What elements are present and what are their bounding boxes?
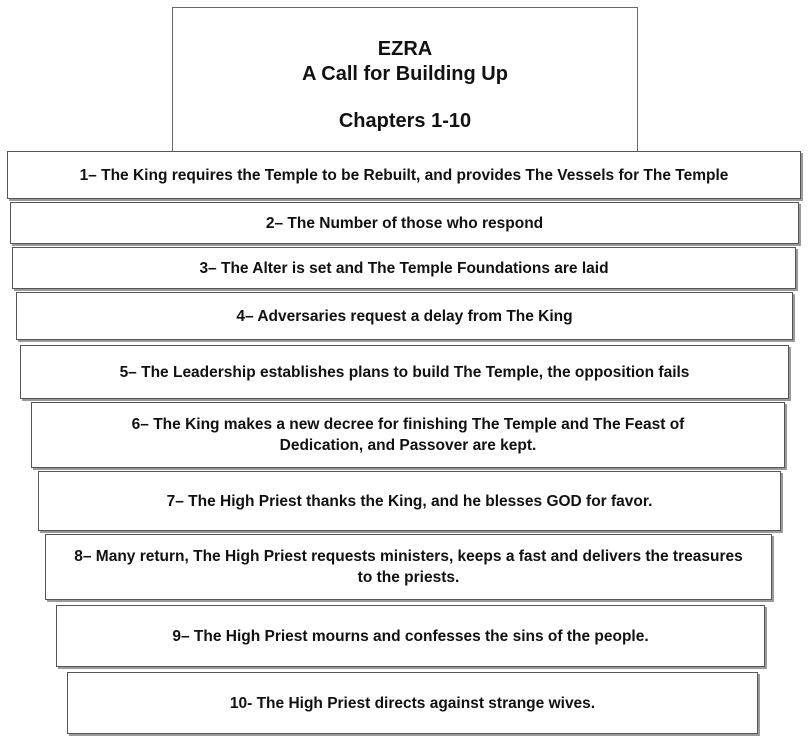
chapter-text: 9– The High Priest mourns and confesses the sins of the people. [172,627,649,645]
chapter-row-2 [10,202,799,244]
book-subtitle: A Call for Building Up [302,63,508,85]
chapter-row-3 [12,247,796,289]
title-box [172,7,638,161]
chapter-row-10 [67,672,758,734]
chapter-text: 4– Adversaries request a delay from The King [236,307,573,325]
chapter-text: 7– The High Priest thanks the King, and he blesses GOD for favor. [166,492,653,510]
chapter-text: 10- The High Priest directs against strange wives. [229,694,596,712]
chapter-row-9 [56,605,765,667]
chapter-row-4 [16,292,793,340]
chapter-text: 2– The Number of those who respond [265,214,544,232]
chapter-text: 3– The Alter is set and The Temple Foundations are laid [199,259,609,277]
chapter-row-7 [38,471,781,531]
chapter-row-5 [20,345,789,399]
chapter-row-8 [45,534,772,600]
book-title: EZRA [377,38,433,60]
chapter-row-6 [31,402,785,468]
chapter-text: 8– Many return, The High Priest requests ministers, keeps a fast and delivers the treasures to the priests. [74,548,743,586]
chapter-text: 6– The King makes a new decree for finishing The Temple and The Feast of Dedication, and Passover are kept. [131,416,685,454]
chapter-text: 1– The King requires the Temple to be Rebuilt, and provides The Vessels for The Temple [79,166,729,184]
chapters-range: Chapters 1-10 [338,110,472,132]
chapter-row-1 [7,151,801,199]
chapter-text: 5– The Leadership establishes plans to build The Temple, the opposition fails [119,363,690,381]
